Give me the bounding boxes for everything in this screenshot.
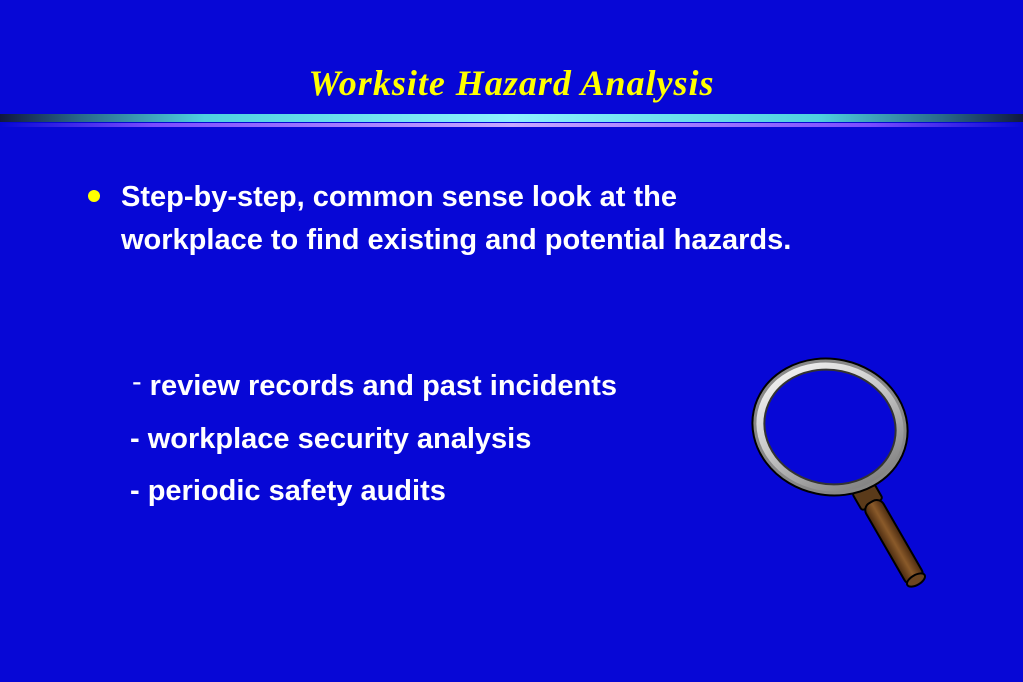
sub-item-security-analysis: - workplace security analysis xyxy=(130,423,532,455)
sub-item-safety-audits: - periodic safety audits xyxy=(130,475,446,507)
sub-item-dash: - xyxy=(132,366,142,398)
sub-item-text: review records and past incidents xyxy=(149,370,618,402)
bullet-text: Step-by-step, common sense look at the workplace to find existing and potential hazards. xyxy=(121,181,792,256)
title-divider xyxy=(0,112,1023,130)
slide-title: Worksite Hazard Analysis xyxy=(308,63,715,103)
magnifying-glass-icon xyxy=(750,355,950,595)
bullet-dot xyxy=(88,190,100,202)
sub-item-review-records xyxy=(132,368,617,404)
